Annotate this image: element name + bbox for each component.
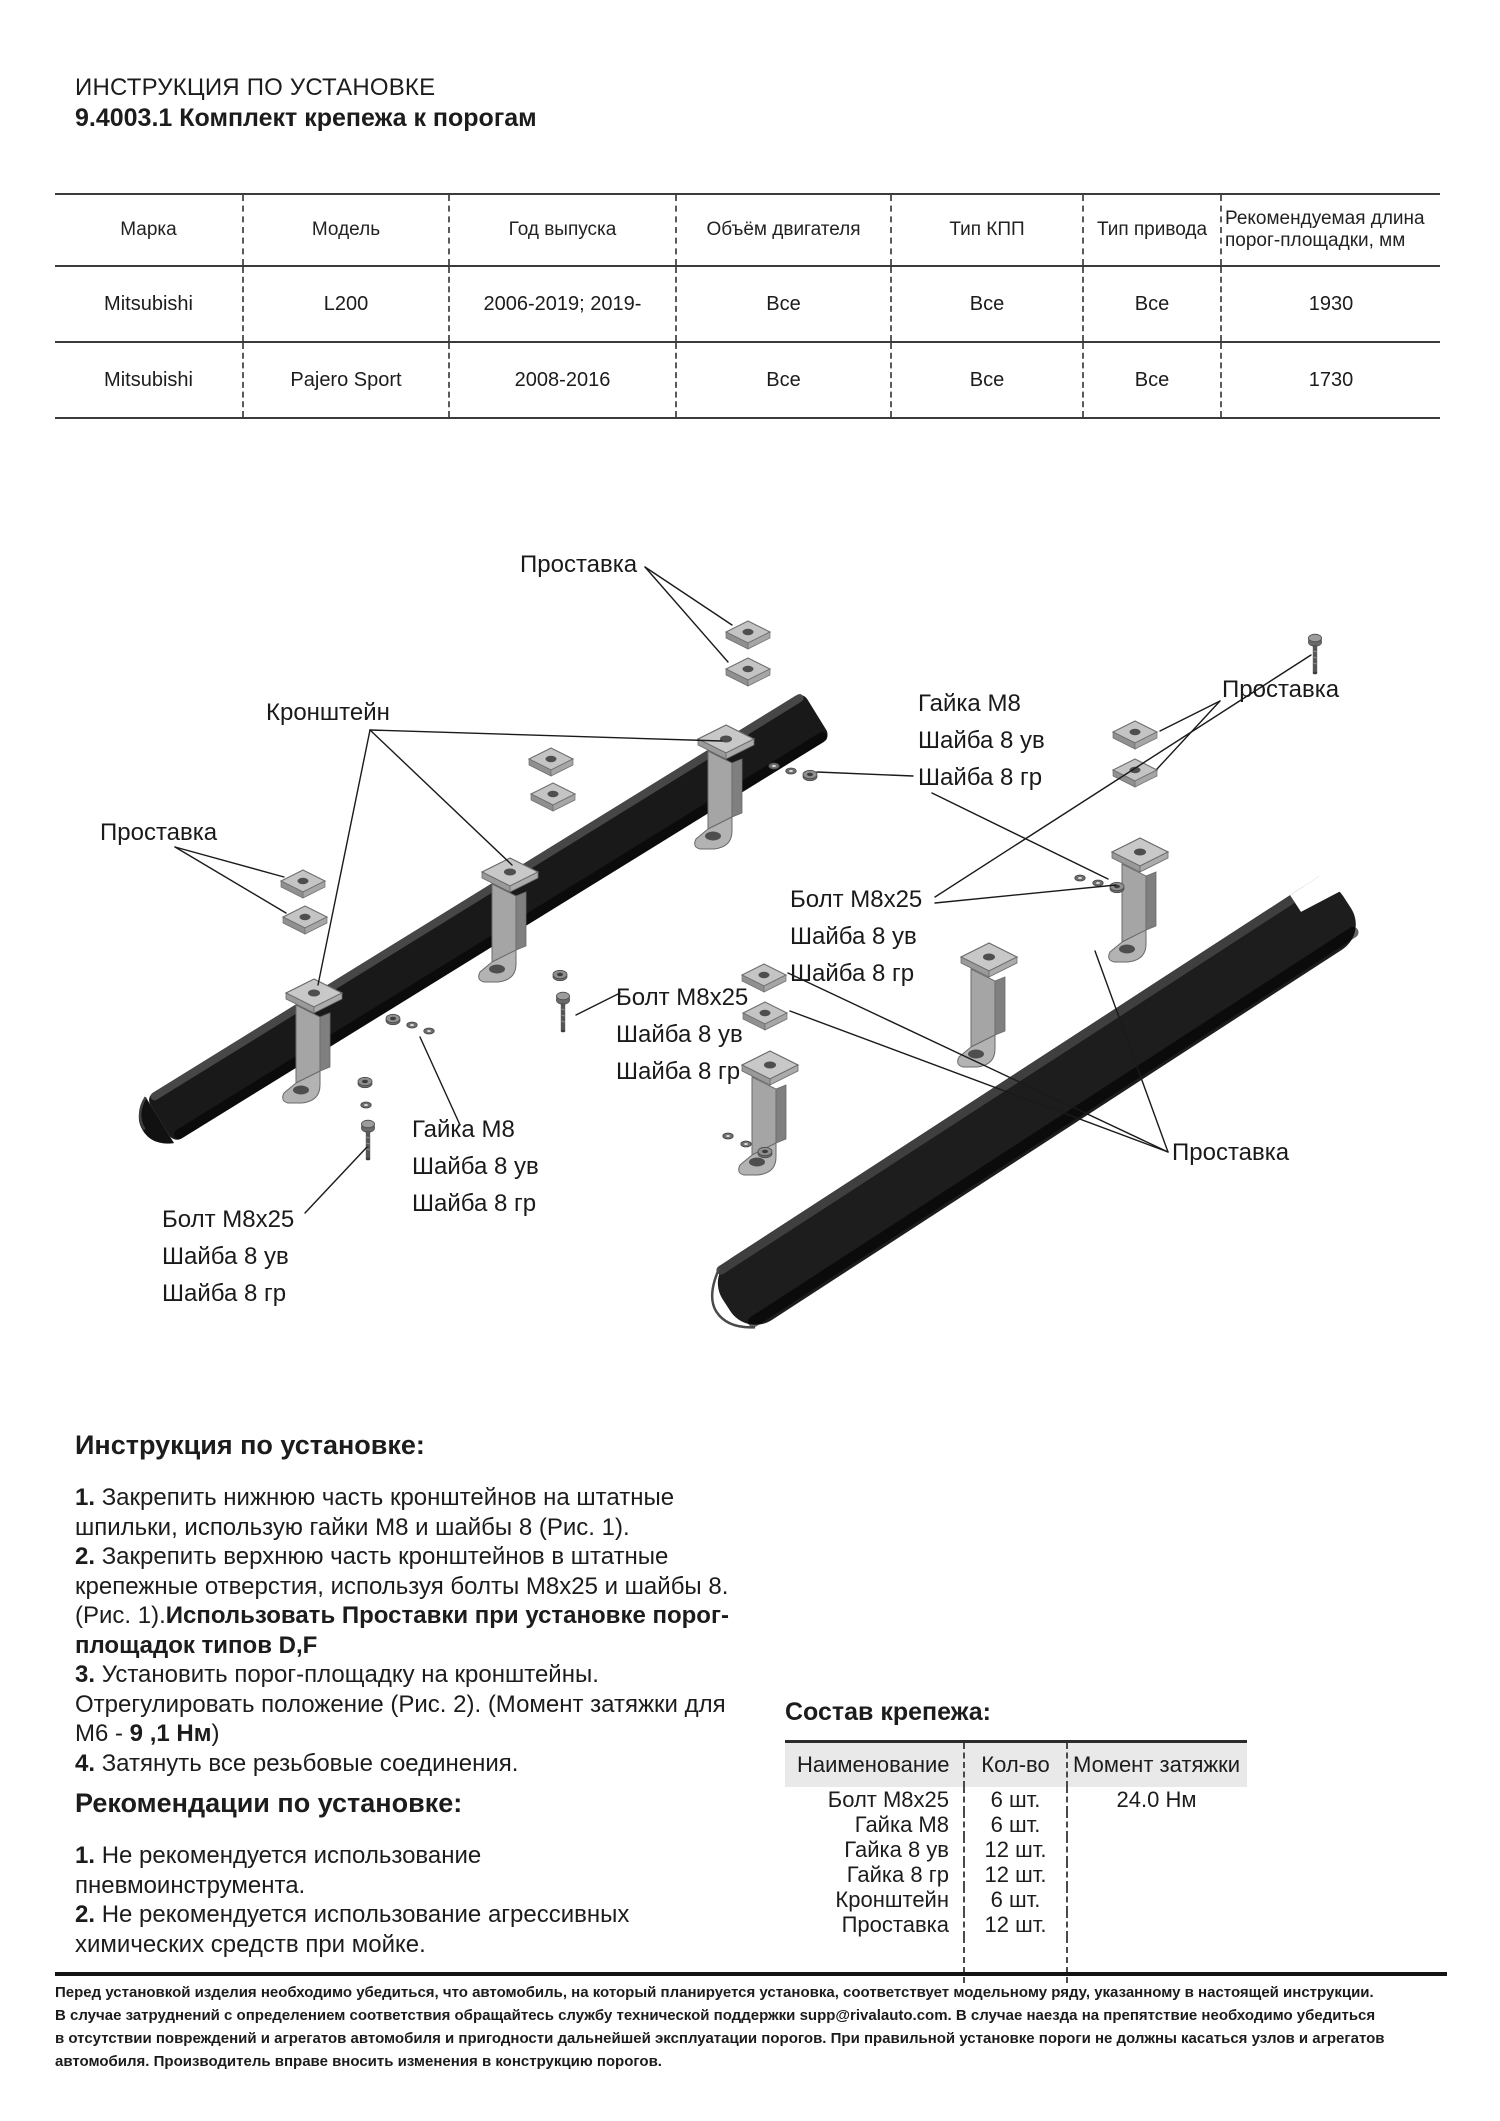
instruction-item-line: шпильки, использую гайки М8 и шайбы 8 (Рис. 1). [75,1513,630,1541]
table-cell: 2008-2016 [448,343,675,417]
label-bolt-m8x25: Болт М8х25 [616,984,749,1011]
label-gaika-m8: Гайка М8 [918,690,1021,717]
table-cell [1066,1812,1245,1837]
bolt [557,992,570,1032]
table-cell: Гайка 8 ув [844,1837,949,1862]
label-shayba-uv: Шайба 8 ув [412,1153,539,1180]
table-cell: Все [1082,343,1220,417]
table-cell: 1730 [1220,343,1440,417]
table-cell: Гайка 8 гр [846,1862,949,1887]
table-cell: 6 шт. [963,1787,1066,1812]
washer [424,1028,434,1034]
label-shayba-gr: Шайба 8 гр [918,764,1043,791]
table-cell: 2006-2019; 2019- [448,267,675,341]
disclaimer-line: в отсутствии повреждений и агрегатов автомобиля и пригодности дальнейшей эксплуатации порогов. При правильной установке пороги не должны касаться узлов и агрегатов [55,2030,1385,2047]
instructions-heading: Инструкция по установке: [75,1430,425,1460]
table-cell: Все [890,267,1082,341]
label-shayba-gr: Шайба 8 гр [162,1280,287,1307]
table-cell: 24.0 Нм [1066,1787,1245,1812]
fitment-table [55,193,1440,419]
nut [758,1147,772,1157]
bracket [958,943,1017,1067]
instruction-item-line: 4. Затянуть все резьбовые соединения. [75,1749,519,1777]
table-cell: Mitsubishi [104,368,193,391]
hardware-col-qty: Кол-во [963,1743,1066,1787]
fitment-col-year: Год выпуска [448,195,675,265]
recommendation-item-line: 2. Не рекомендуется использование агрессивных [75,1901,630,1928]
spacer-plate [726,658,770,686]
instruction-item-line: 3. Установить порог-площадку на кронштейны. [75,1661,599,1688]
table-cell: 12 шт. [963,1912,1066,1937]
label-bolt-m8x25: Болт М8х25 [790,886,923,913]
washer [361,1102,371,1108]
label-shayba-uv: Шайба 8 ув [616,1021,743,1048]
washer [1075,875,1085,881]
fitment-col-marka: Марка [120,219,177,241]
hardware-row-spacer [785,1912,1247,1937]
label-bolt-m8x25: Болт М8х25 [162,1206,295,1233]
label-prostavka-top: Проставка [520,551,638,578]
table-cell: Pajero Sport [242,343,448,417]
fitment-table-header-row [55,195,1440,267]
table-cell [1066,1862,1245,1887]
table-cell: L200 [242,267,448,341]
instruction-item-line: Отрегулировать положение (Рис. 2). (Момент затяжки для [75,1690,726,1718]
spacer-plate [742,964,786,992]
hardware-row-nut-m8 [785,1812,1247,1837]
recommendation-item-line: пневмоинструмента. [75,1871,306,1899]
label-shayba-gr: Шайба 8 гр [616,1058,741,1085]
washer [741,1141,751,1147]
document-subtitle: 9.4003.1 Комплект крепежа к порогам [75,104,537,132]
disclaimer-footer [55,1972,1447,2073]
hardware-table-header [785,1743,1247,1787]
hardware-kit-table [785,1740,1247,1983]
document-title: ИНСТРУКЦИЯ ПО УСТАНОВКЕ [75,74,436,101]
instruction-item-line: 1. Закрепить нижнюю часть кронштейнов на штатные [75,1484,675,1511]
spacer-plate [1113,721,1157,749]
washer [769,763,779,769]
hardware-kit-section [785,1698,1247,1983]
nut [1110,882,1124,892]
table-cell: 6 шт. [963,1812,1066,1837]
spacer-plate [531,783,575,811]
washer [1093,880,1103,886]
recommendations-list [75,1841,715,1959]
table-cell: Все [675,343,890,417]
hardware-kit-title: Состав крепежа: [785,1698,991,1726]
hardware-row-bracket [785,1887,1247,1912]
instruction-item-line: (Рис. 1).Использовать Проставки при установке порог- [75,1602,729,1629]
nut [358,1077,372,1087]
label-prostavka-right: Проставка [1222,676,1340,703]
table-cell [1066,1837,1245,1862]
table-cell: Кронштейн [835,1887,949,1912]
fitment-col-gearbox: Тип КПП [890,195,1082,265]
spacer-plate [1113,759,1157,787]
recommendations-heading: Рекомендации по установке: [75,1788,463,1818]
instruction-item-line: крепежные отверстия, используя болты М8х25 и шайбы 8. [75,1572,729,1600]
instructions-list [75,1483,815,1778]
recommendation-item-line: химических средств при мойке. [75,1930,426,1958]
table-cell: 12 шт. [963,1862,1066,1887]
fitment-row-pajero-sport [55,343,1440,419]
recommendation-item-line: 1. Не рекомендуется использование [75,1842,482,1869]
disclaimer-line: В случае затруднений с определением соответствия обращайтесь службу технической поддержки supp@rivalauto.com. В случае наезда на препятствие необходимо убедиться [55,2007,1376,2024]
hardware-row-nut-8gr [785,1862,1247,1887]
washer [786,768,796,774]
label-prostavka-left: Проставка [100,819,218,846]
table-cell: Все [1082,267,1220,341]
fitment-row-l200 [55,267,1440,343]
instruction-item-line: площадок типов D,F [75,1631,318,1659]
label-prostavka-bottom: Проставка [1172,1139,1290,1166]
spacer-plate [281,870,325,898]
table-cell: 6 шт. [963,1887,1066,1912]
label-shayba-gr: Шайба 8 гр [412,1190,537,1217]
fitment-col-engine: Объём двигателя [675,195,890,265]
fitment-col-model: Модель [242,195,448,265]
disclaimer-line: Перед установкой изделия необходимо убедиться, что автомобиль, на который планируется установка, соответствует модельному ряду, указанному в настоящей инструкции. [55,1984,1374,2001]
bracket [1109,838,1168,962]
instruction-item-line: 2. Закрепить верхнюю часть кронштейнов в штатные [75,1543,669,1570]
table-cell [1066,1887,1245,1912]
washer [723,1133,733,1139]
table-cell: Все [675,267,890,341]
washer [407,1022,417,1028]
nut [803,770,817,780]
table-cell: Все [890,343,1082,417]
spacer-plate [529,748,573,776]
table-cell: Mitsubishi [104,292,193,315]
nut [553,970,567,980]
nut [386,1014,400,1024]
spacer-plate [283,906,327,934]
fitment-col-length: Рекомендуемая длина порог-площадки, мм [1220,195,1440,265]
bolt [362,1120,375,1160]
table-cell [1066,1912,1245,1937]
spacer-plate [743,1002,787,1030]
hardware-row-bolt [785,1787,1247,1812]
bolt [1309,634,1322,674]
label-gaika-m8: Гайка М8 [412,1116,515,1143]
disclaimer-line: автомобиля. Производитель вправе вносить изменения в конструкцию порогов. [55,2053,662,2070]
exploded-parts-diagram [60,545,1410,1345]
hardware-col-name: Наименование [797,1752,950,1777]
label-kronshtein: Кронштейн [266,699,390,726]
table-cell: Болт М8х25 [827,1787,949,1812]
table-cell: 1930 [1220,267,1440,341]
label-shayba-uv: Шайба 8 ув [918,727,1045,754]
label-shayba-uv: Шайба 8 ув [162,1243,289,1270]
table-cell: Проставка [841,1912,949,1937]
label-shayba-uv: Шайба 8 ув [790,923,917,950]
table-cell: 12 шт. [963,1837,1066,1862]
label-shayba-gr: Шайба 8 гр [790,960,915,987]
hardware-row-nut-8uv [785,1837,1247,1862]
table-cell: Гайка М8 [854,1812,949,1837]
instruction-item-line: М6 - 9 ,1 Нм) [75,1720,220,1747]
fitment-col-drive: Тип привода [1082,195,1220,265]
hardware-col-torque: Момент затяжки [1066,1743,1245,1787]
